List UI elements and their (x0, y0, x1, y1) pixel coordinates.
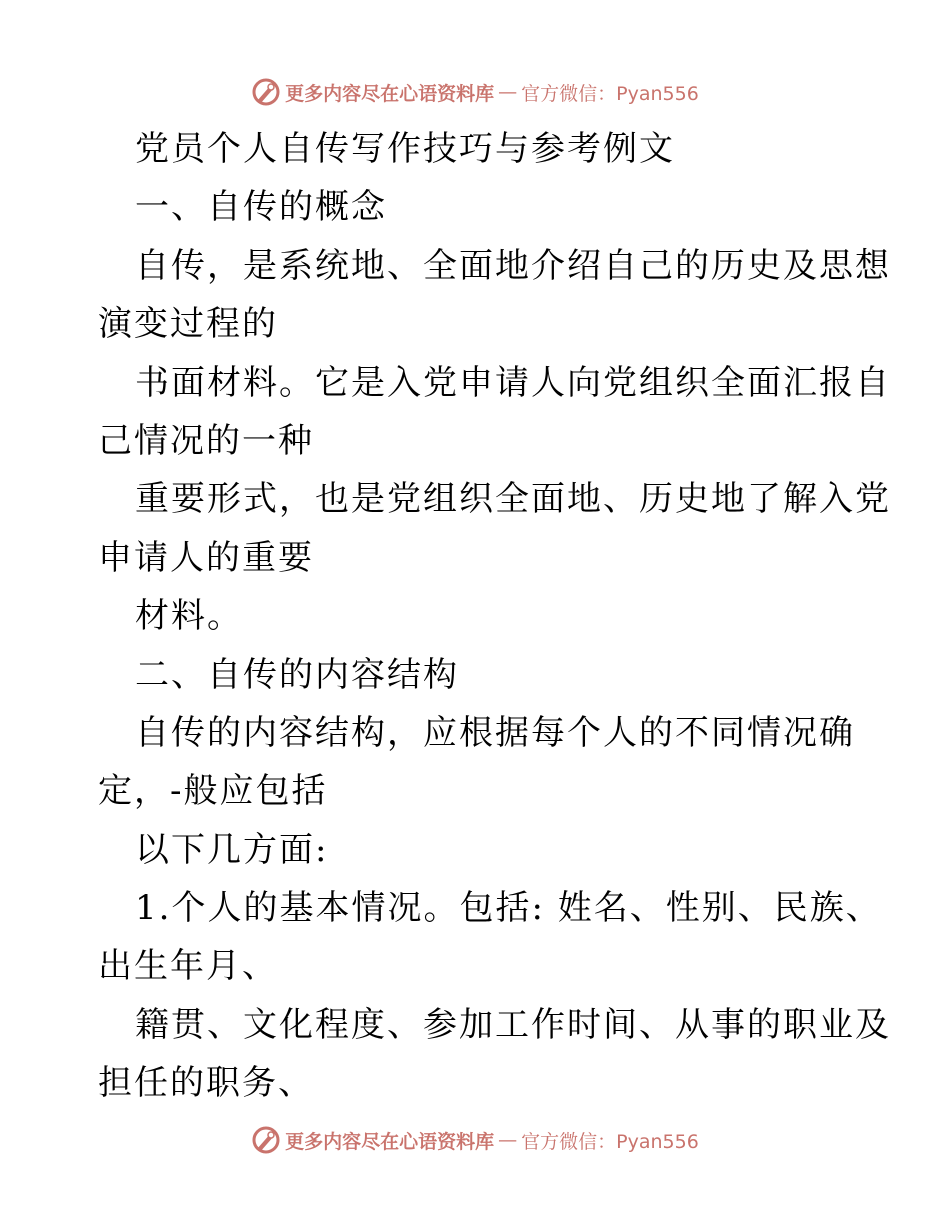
paragraph-line: 自传的内容结构，应根据每个人的不同情况确 (135, 712, 855, 753)
section-heading: 一、自传的概念 (135, 187, 387, 228)
paragraph-line: 演变过程的 (98, 304, 278, 345)
paragraph-line: 定，-般应包括 (98, 771, 328, 812)
footer-separator: — (498, 1129, 518, 1151)
list-item: 1.个人的基本情况。包括: 姓名、性别、民族、 (135, 888, 882, 929)
pen-circle-logo-icon (251, 77, 281, 107)
footer-contact-text: 官方微信：Pyan556 (521, 1130, 699, 1153)
header-contact-text: 官方微信：Pyan556 (521, 82, 699, 105)
document-title: 党员个人自传写作技巧与参考例文 (135, 129, 675, 169)
header-separator: — (498, 81, 518, 103)
paragraph-line: 以下几方面: (135, 829, 329, 870)
paragraph-line: 申请人的重要 (98, 537, 314, 578)
footer-watermark (0, 1120, 950, 1160)
header-watermark (0, 72, 950, 112)
paragraph-line: 己情况的一种 (98, 420, 314, 461)
footer-site-text: 更多内容尽在心语资料库 (285, 1130, 495, 1153)
paragraph-line: 出生年月、 (98, 946, 278, 987)
pen-circle-logo-icon (251, 1125, 281, 1155)
paragraph-line: 担任的职务、 (98, 1063, 314, 1104)
section-heading: 二、自传的内容结构 (135, 654, 459, 695)
paragraph-line: 重要形式，也是党组织全面地、历史地了解入党 (135, 479, 891, 520)
paragraph-line: 材料。 (135, 596, 243, 637)
paragraph-line: 籍贯、文化程度、参加工作时间、从事的职业及 (135, 1004, 891, 1045)
paragraph-line: 自传，是系统地、全面地介绍自己的历史及思想 (135, 245, 891, 286)
paragraph-line: 书面材料。它是入党申请人向党组织全面汇报自 (135, 362, 891, 403)
document-body (98, 120, 891, 1113)
header-site-text: 更多内容尽在心语资料库 (285, 82, 495, 105)
